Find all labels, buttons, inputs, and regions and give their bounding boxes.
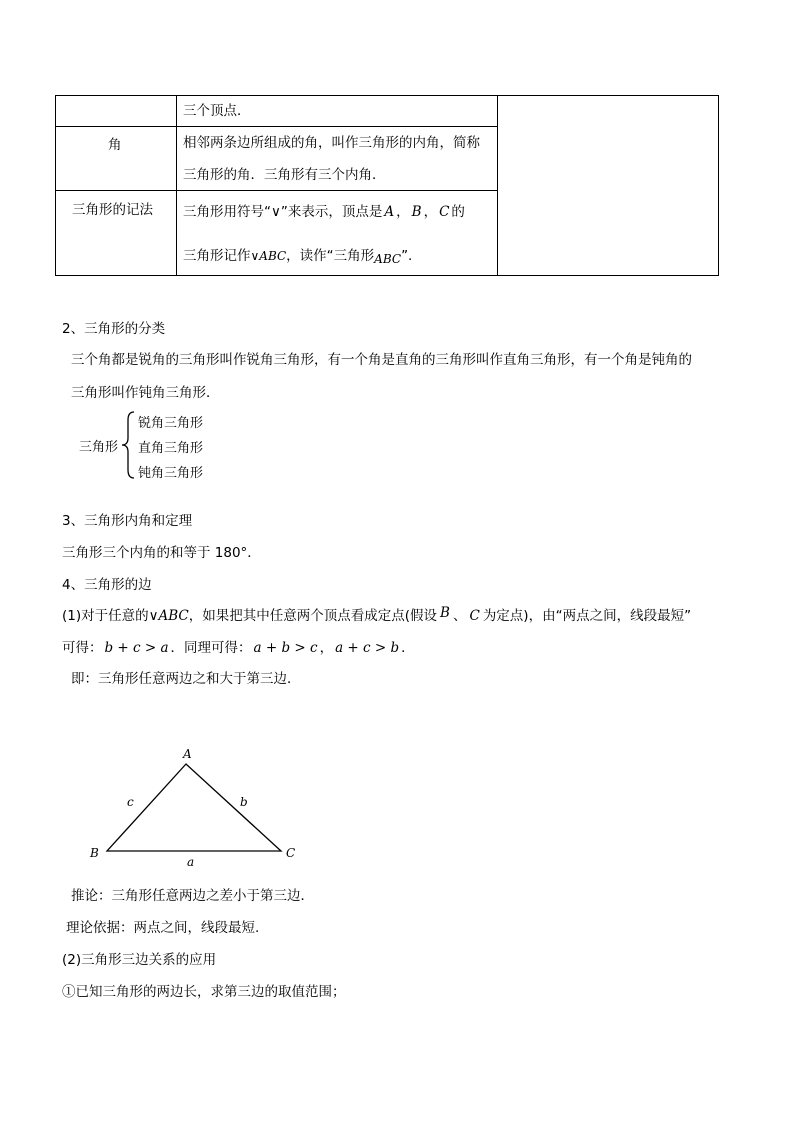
section2-para-line1: 三个角都是锐角的三角形叫作锐角三角形，有一个角是直角的三角形叫作直角三角形，有一个角是钝角的: [71, 352, 692, 368]
type-right: 直角三角形: [138, 441, 204, 456]
table-row-divider-1: [55, 126, 498, 127]
table-border-top: [55, 95, 719, 96]
triangle-diagram: [85, 740, 305, 870]
row2-line1: 相邻两条边所组成的角，叫作三角形的内角，简称: [183, 135, 480, 151]
table-col-divider-2: [497, 95, 498, 276]
inequality-3: a + c > b: [335, 640, 400, 656]
section2-para-line2: 三角形叫作钝角三角形．: [71, 385, 220, 401]
vertex-A: A: [384, 204, 395, 220]
row3-l2-text-c: ”.: [401, 248, 413, 264]
row3-line1: [183, 202, 465, 222]
point-C: C: [469, 608, 480, 624]
p2-text-d: ．: [401, 640, 415, 656]
label-side-b: b: [240, 795, 248, 809]
p1-text-b: ，如果把其中任意两个顶点看成定点(假设: [188, 608, 438, 624]
section4-para3: 即：三角形任意两边之和大于第三边．: [71, 671, 301, 687]
p1-text-d: 为定点)，由“两点之间，线段最短”: [482, 608, 692, 624]
label-side-c: c: [127, 795, 134, 809]
label-A: A: [183, 747, 192, 761]
section3-heading: 3、三角形内角和定理: [62, 513, 193, 529]
corollary-text: 推论：三角形任意两边之差小于第三边．: [71, 888, 314, 904]
row1-content: 三个顶点．: [183, 103, 251, 119]
row3-line2: [183, 246, 412, 266]
label-side-a: a: [187, 855, 195, 869]
subsection2-item1: ①已知三角形的两边长，求第三边的取值范围；: [62, 984, 346, 1000]
type-obtuse: 钝角三角形: [138, 466, 204, 481]
section2-heading: 2、三角形的分类: [62, 321, 166, 337]
vertex-C: C: [439, 204, 450, 220]
row3-term: 三角形的记法: [72, 202, 153, 218]
type-acute: 锐角三角形: [138, 416, 204, 431]
row3-l1-text-de: 的: [451, 204, 465, 220]
p1-text-a: (1)对于任意的: [62, 608, 149, 624]
p2-text-b: ．同理可得：: [170, 640, 252, 656]
p2-text-c: ，: [319, 640, 334, 656]
inequality-2: a + b > c: [253, 640, 318, 656]
table-border-left: [55, 95, 56, 276]
classification-label: 三角形: [79, 440, 119, 455]
row3-l2-text-a: 三角形记作: [183, 248, 251, 264]
row2-term: 角: [108, 137, 122, 153]
comma: ，: [396, 204, 410, 220]
definition-table: [55, 95, 719, 276]
comma: ，: [423, 204, 438, 220]
section3-text: 三角形三个内角的和等于 180°．: [62, 545, 261, 561]
p2-text-a: 可得：: [62, 640, 103, 656]
table-border-right: [718, 95, 719, 276]
label-B: B: [90, 846, 99, 860]
vertex-B: B: [411, 204, 422, 220]
section4-para1: [62, 604, 691, 624]
section4-heading: 4、三角形的边: [62, 577, 152, 593]
table-col-divider-1: [176, 95, 177, 276]
basis-text: 理论依据：两点之间，线段最短.: [66, 920, 260, 936]
curly-brace-icon: [120, 410, 136, 480]
label-C: C: [286, 846, 296, 860]
point-B: B: [440, 605, 450, 621]
row3-l1-text-b: ”来表示，顶点是: [280, 204, 383, 220]
section4-para2: [62, 636, 415, 656]
triangle-symbol: ∨: [271, 204, 281, 220]
row3-l1-text-a: 三角形用符号“: [183, 204, 271, 220]
triangle-notation: ∨ABC: [148, 608, 189, 624]
table-row-divider-2: [55, 190, 498, 191]
row3-l2-text-b: ，读作“三角形: [286, 248, 375, 264]
inequality-1: b + c > a: [104, 640, 169, 656]
row2-line2: 三角形的角．三角形有三个内角．: [183, 167, 386, 183]
table-border-bottom: [55, 275, 719, 276]
subsection2-heading: (2)三角形三边关系的应用: [62, 952, 217, 968]
p1-text-c: 、: [452, 608, 467, 624]
triangle-name: ABC: [374, 252, 402, 266]
triangle-notation: ∨ABC: [250, 249, 287, 263]
